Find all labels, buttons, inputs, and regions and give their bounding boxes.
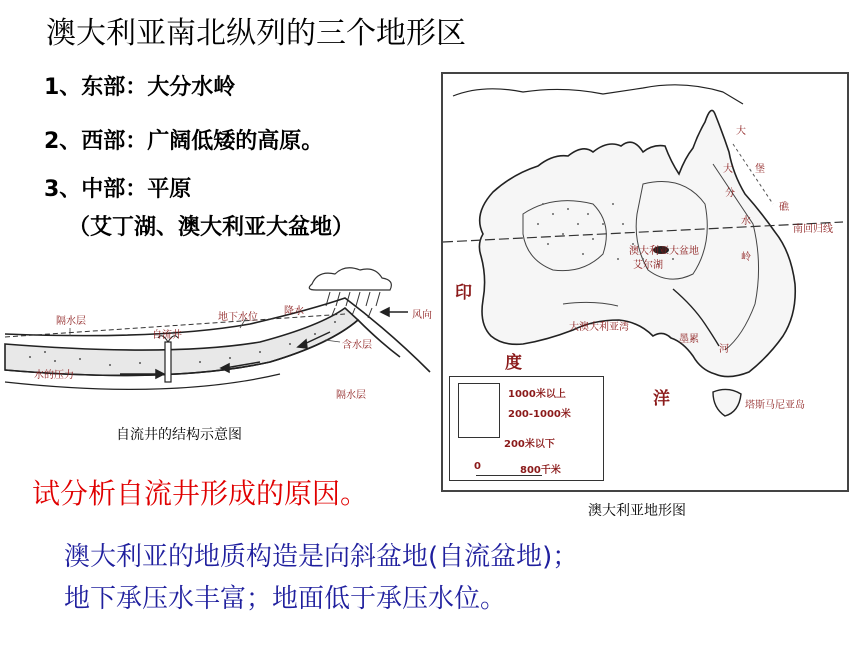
map-label-range-2: 大 [723, 164, 733, 175]
label-precipitation: 降水 [284, 306, 304, 317]
label-impermeable-top: 隔水层 [56, 316, 86, 327]
diagram-caption: 自流井的结构示意图 [116, 427, 242, 443]
scale-bar [476, 475, 542, 476]
map-label-basin: 澳大利亚大盆地 [629, 246, 699, 257]
label-impermeable-bottom: 隔水层 [336, 390, 366, 401]
map-label-reef-2: 礁 [779, 202, 789, 213]
artesian-well-diagram [0, 262, 440, 447]
point-central-detail: （艾丁湖、澳大利亚大盆地） [68, 215, 355, 240]
map-label-range-5: 岭 [741, 252, 751, 263]
map-caption: 澳大利亚地形图 [588, 503, 686, 519]
map-label-bight: 大澳大利亚湾 [569, 322, 629, 333]
map-label-tasmania: 塔斯马尼亚岛 [745, 400, 805, 411]
answer-line-2: 地下承压水丰富；地面低于承压水位。 [64, 584, 507, 614]
map-label-reef-1: 堡 [755, 164, 765, 175]
map-label-tropic: 南回归线 [793, 224, 833, 235]
map-label-lake: 艾尔湖 [633, 260, 663, 271]
legend-label-high: 1000米以上 [508, 389, 566, 400]
legend-swatch-mid [458, 399, 500, 418]
artesian-well-drawing [0, 262, 440, 447]
map-label-range-3: 分 [725, 188, 735, 199]
map-label-ocean-2: 度 [505, 353, 522, 373]
scale-zero: 0 [474, 461, 481, 472]
map-label-ocean-1: 印 [455, 283, 472, 303]
map-legend [449, 376, 604, 481]
label-aquifer: 含水层 [342, 340, 372, 351]
map-label-river-1: 墨累 [679, 334, 699, 345]
map-label-range-1: 大 [736, 126, 746, 137]
label-water-table: 地下水位 [218, 312, 258, 323]
map-label-ocean-3: 洋 [653, 389, 670, 409]
question-text: 试分析自流井形成的原因。 [32, 477, 369, 510]
legend-label-low: 200米以下 [504, 439, 555, 450]
point-west: 2、西部：广阔低矮的高原。 [44, 129, 324, 154]
answer-line-1: 澳大利亚的地质构造是向斜盆地(自流盆地)； [64, 542, 579, 572]
legend-swatch-low [458, 417, 500, 438]
label-artesian-well: 自流井 [152, 330, 182, 341]
legend-label-mid: 200-1000米 [508, 409, 571, 420]
label-water-pressure: 水的压力 [34, 370, 74, 381]
page-title: 澳大利亚南北纵列的三个地形区 [46, 16, 466, 51]
map-label-river-2: 河 [719, 344, 729, 355]
label-wind: 风向 [412, 310, 432, 321]
scale-distance: 800千米 [520, 465, 561, 476]
point-central: 3、中部：平原 [44, 177, 192, 202]
map-label-range-4: 水 [741, 216, 751, 227]
point-east: 1、东部：大分水岭 [44, 75, 236, 100]
